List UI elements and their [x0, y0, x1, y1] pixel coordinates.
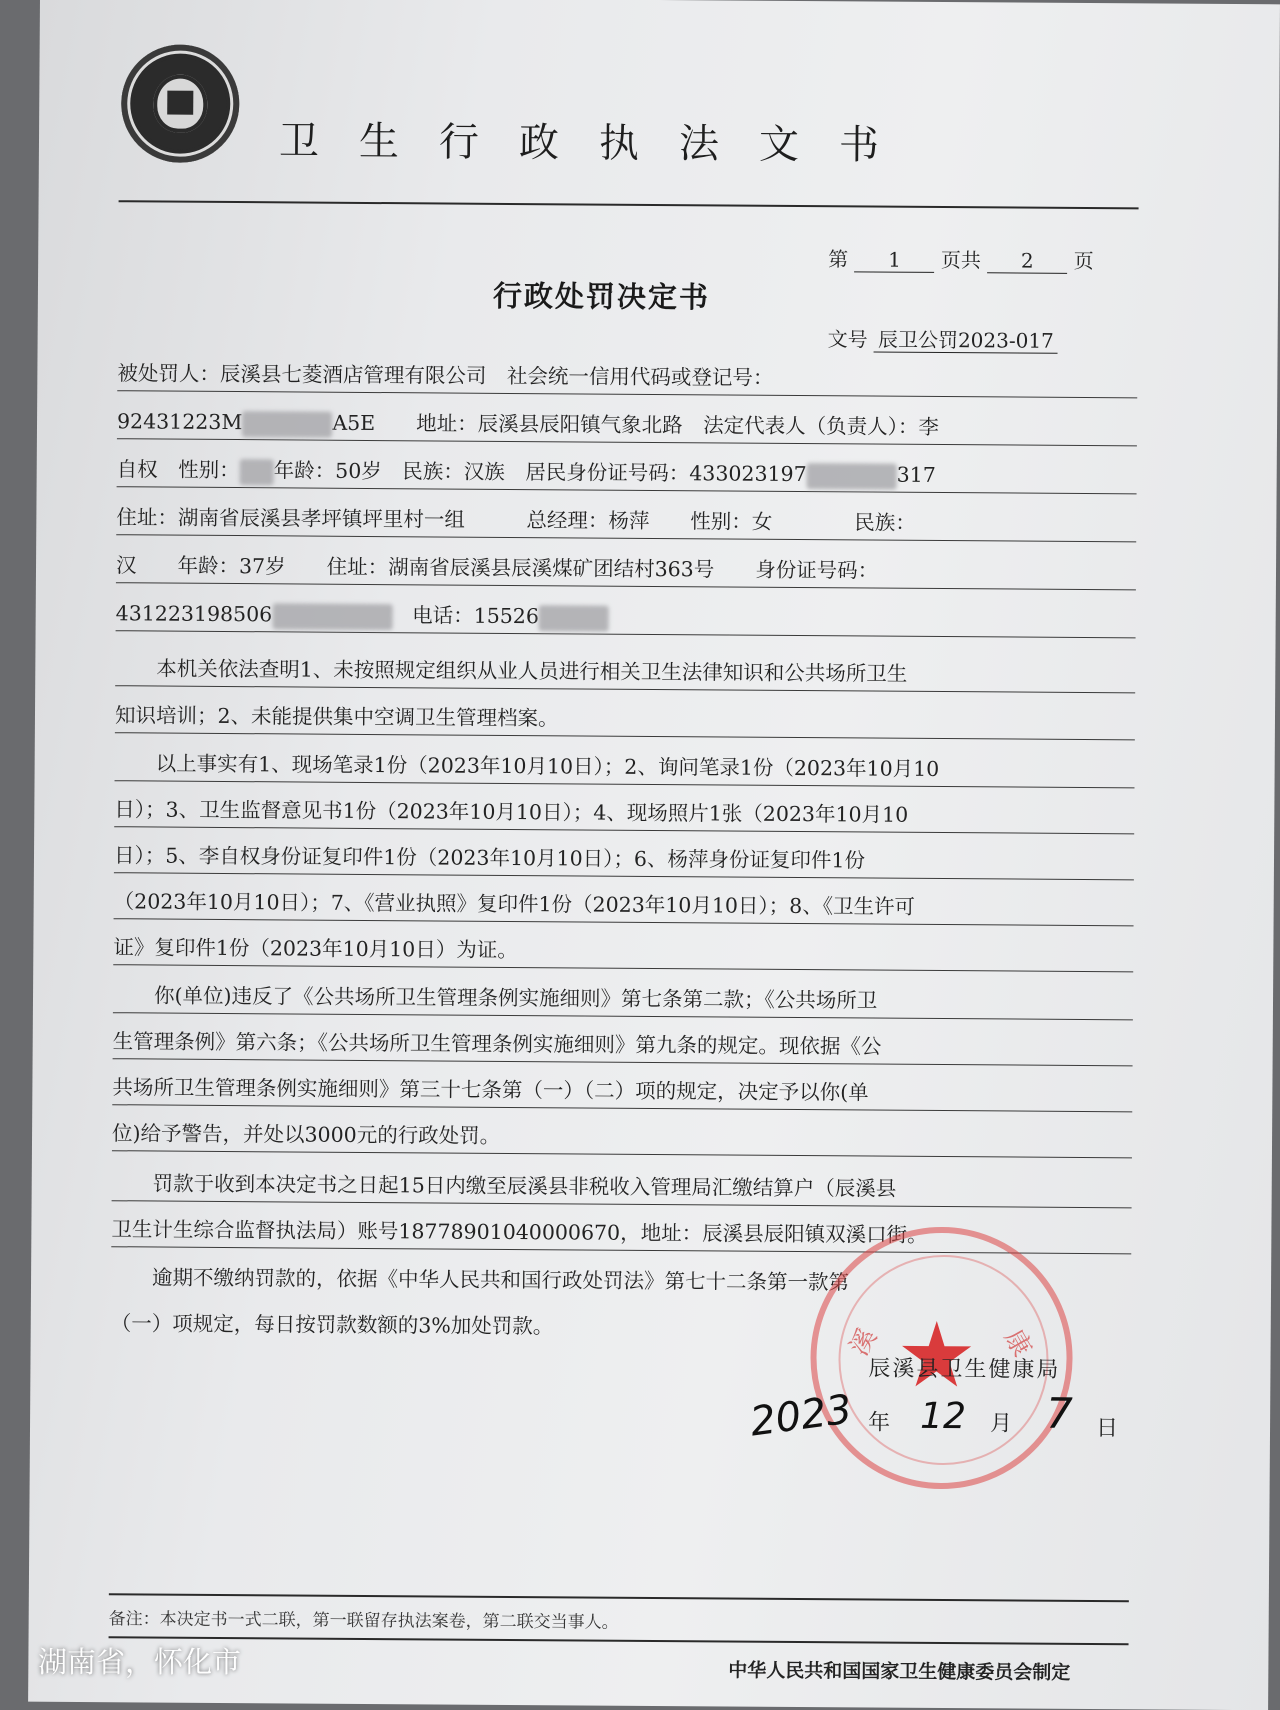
redaction [539, 605, 609, 631]
handwritten-month: 12 [919, 1395, 967, 1438]
issue-date: 2023 年 12 月 7 日 [747, 1386, 1119, 1446]
body-line: 自权 性别： 年龄：50岁 民族：汉族 居民身份证号码：433023197 317 [117, 454, 1137, 494]
body-line: 汉 年龄：37岁 住址：湖南省辰溪县辰溪煤矿团结村363号 身份证号码： [116, 550, 1136, 590]
body-line: 住址：湖南省辰溪县孝坪镇坪里村一组 总经理：杨萍 性别：女 民族： [116, 502, 1136, 542]
page-total: 2 [987, 248, 1067, 274]
body-line: （一）项规定，每日按罚款数额的3%加处罚款。 [110, 1311, 554, 1339]
body-line: 共场所卫生管理条例实施细则》第三十七条第（一）（二）项的规定，决定予以你(单 [112, 1072, 1132, 1112]
redaction [272, 603, 392, 630]
location-overlay: 湖南省，怀化市 [38, 1645, 242, 1679]
redaction [242, 411, 332, 438]
body-line: 知识培训；2、未能提供集中空调卫生管理档案。 [115, 700, 1135, 740]
doc-number-value: 辰卫公罚2023-017 [874, 328, 1058, 354]
body-line: 生管理条例》第六条；《公共场所卫生管理条例实施细则》第九条的规定。现依据《公 [113, 1026, 1133, 1066]
body-line: 日）；5、李自权身份证复印件1份（2023年10月10日）；6、杨萍身份证复印件1份 [114, 840, 1134, 880]
body-line: 92431223M A5E 地址：辰溪县辰阳镇气象北路 法定代表人（负责人）：李 [117, 406, 1137, 446]
body-line: 卫生计生综合监督执法局）账号18778901040000670，地址：辰溪县辰阳镇双溪口街。 [111, 1214, 1131, 1254]
page-info: 第 1 页共 2 页 [828, 247, 1094, 274]
handwritten-day: 7 [1045, 1388, 1074, 1438]
health-emblem-icon [121, 44, 240, 163]
footer-note: 备注：本决定书一式二联，第一联留存执法案卷，第二联交当事人。 [108, 1609, 619, 1633]
page-current: 1 [854, 247, 934, 273]
body-line: 罚款于收到本决定书之日起15日内缴至辰溪县非税收入管理局汇缴结算户（辰溪县 [112, 1168, 1132, 1208]
doc-number: 文号 辰卫公罚2023-017 [828, 323, 1058, 354]
footer-maker: 中华人民共和国国家卫生健康委员会制定 [728, 1659, 1071, 1684]
page-title: 行政处罚决定书 [492, 278, 711, 315]
footer-rule-bottom [109, 1636, 1129, 1645]
document-paper [28, 0, 1280, 1710]
footer-rule-top [109, 1593, 1129, 1602]
body-line: 被处罚人：辰溪县七菱酒店管理有限公司 社会统一信用代码或登记号： [117, 358, 1137, 398]
redaction [240, 459, 274, 485]
body-line: 位)给予警告，并处以3000元的行政处罚。 [112, 1118, 1132, 1158]
redaction [807, 463, 897, 490]
body-line: 日）；3、卫生监督意见书1份（2023年10月10日）；4、现场照片1张（2023年10月10 [114, 794, 1134, 834]
body-line: 以上事实有1、现场笔录1份（2023年10月10日）；2、询问笔录1份（2023年10月10 [115, 748, 1135, 788]
issuer-name: 辰溪县卫生健康局 [868, 1356, 1061, 1383]
doc-type-title: 卫生行政执法文书 [278, 118, 920, 169]
body-line: （2023年10月10日）；7、《营业执照》复印件1份（2023年10月10日）；8、《卫生许可 [114, 886, 1134, 926]
body-line: 逾期不缴纳罚款的，依据《中华人民共和国行政处罚法》第七十二条第一款第 [110, 1265, 850, 1295]
body-line: 你(单位)违反了《公共场所卫生管理条例实施细则》第七条第二款；《公共场所卫 [113, 980, 1133, 1020]
body-line: 431223198506 电话：15526 [116, 598, 1136, 638]
body-line: 本机关依法查明1、未按照规定组织从业人员进行相关卫生法律知识和公共场所卫生 [115, 653, 1135, 693]
official-seal: 溪 康 [810, 1226, 1074, 1490]
header-rule [119, 200, 1139, 209]
body-line: 证》复印件1份（2023年10月10日）为证。 [113, 932, 1133, 972]
handwritten-year: 2023 [747, 1386, 855, 1446]
